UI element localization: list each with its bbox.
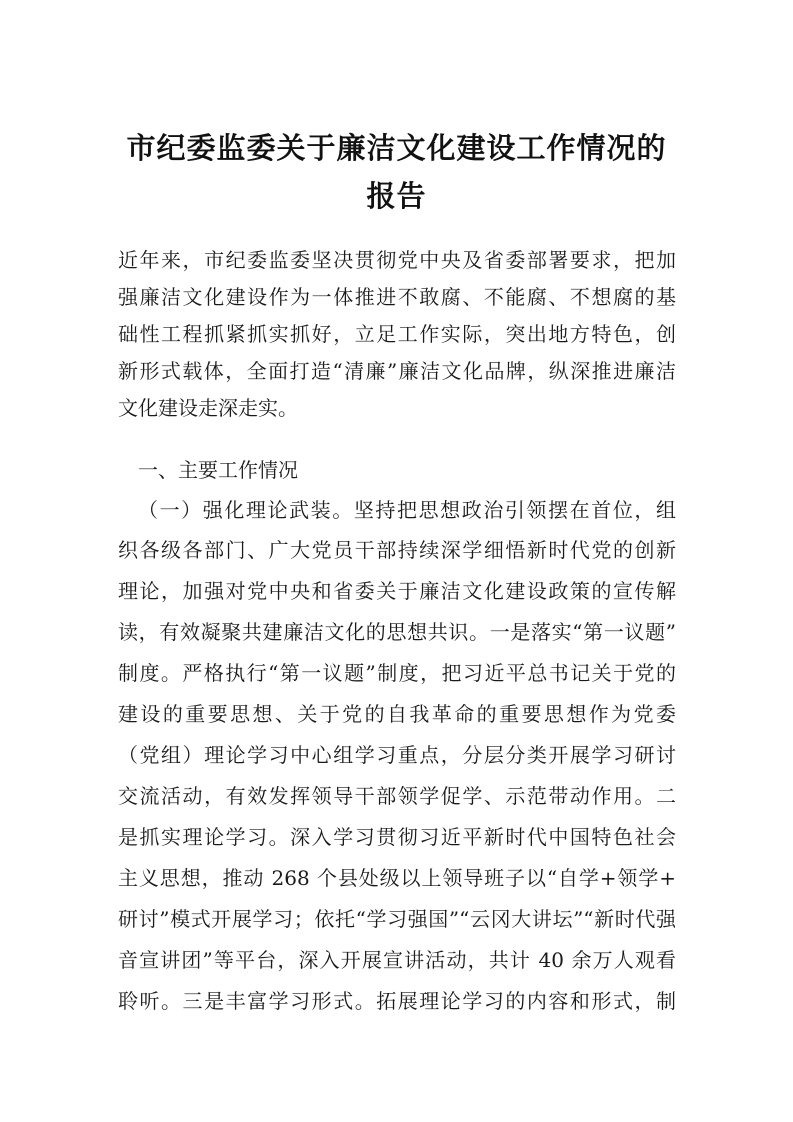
body-line-3: 理论，加强对党中央和省委关于廉洁文化建设政策的宣传解 [118,579,676,603]
body-line-6: 建设的重要思想、关于党的自我革命的重要思想作为党委 [118,702,676,726]
body-line-1: （一）强化理论武装。坚持把思想政治引领摆在首位，组 [138,498,676,522]
body-line-5: 制度。严格执行“第一议题”制度，把习近平总书记关于党的 [118,661,676,685]
body-line-12: 音宣讲团”等平台，深入开展宣讲活动，共计 40 余万人观看 [118,948,676,972]
intro-line-4: 新形式载体，全面打造“清廉”廉洁文化品牌，纵深推进廉洁 [118,359,676,383]
section-heading: 一、主要工作情况 [138,458,298,482]
intro-line-5: 文化建设走深走实。 [118,396,298,420]
body-line-10: 主义思想，推动 268 个县处级以上领导班子以“自学+领学+ [118,866,676,890]
body-line-4: 读，有效凝聚共建廉洁文化的思想共识。一是落实“第一议题” [118,620,676,644]
intro-line-1: 近年来，市纪委监委坚决贯彻党中央及省委部署要求，把加 [118,248,676,272]
document-title-line-1: 市纪委监委关于廉洁文化建设工作情况的 [126,131,667,165]
body-line-9: 是抓实理论学习。深入学习贯彻习近平新时代中国特色社会 [118,825,676,849]
document-title-line-2: 报告 [366,179,427,213]
body-line-8: 交流活动，有效发挥领导干部领学促学、示范带动作用。二 [118,784,676,808]
body-line-11: 研讨”模式开展学习；依托“学习强国”“云冈大讲坛”“新时代强 [118,907,676,931]
body-line-13: 聆听。三是丰富学习形式。拓展理论学习的内容和形式，制 [118,989,676,1013]
intro-line-2: 强廉洁文化建设作为一体推进不敢腐、不能腐、不想腐的基 [118,285,676,309]
body-line-7: （党组）理论学习中心组学习重点，分层分类开展学习研讨 [118,743,676,767]
body-line-2: 织各级各部门、广大党员干部持续深学细悟新时代党的创新 [118,538,676,562]
intro-line-3: 础性工程抓紧抓实抓好，立足工作实际，突出地方特色，创 [118,322,676,346]
